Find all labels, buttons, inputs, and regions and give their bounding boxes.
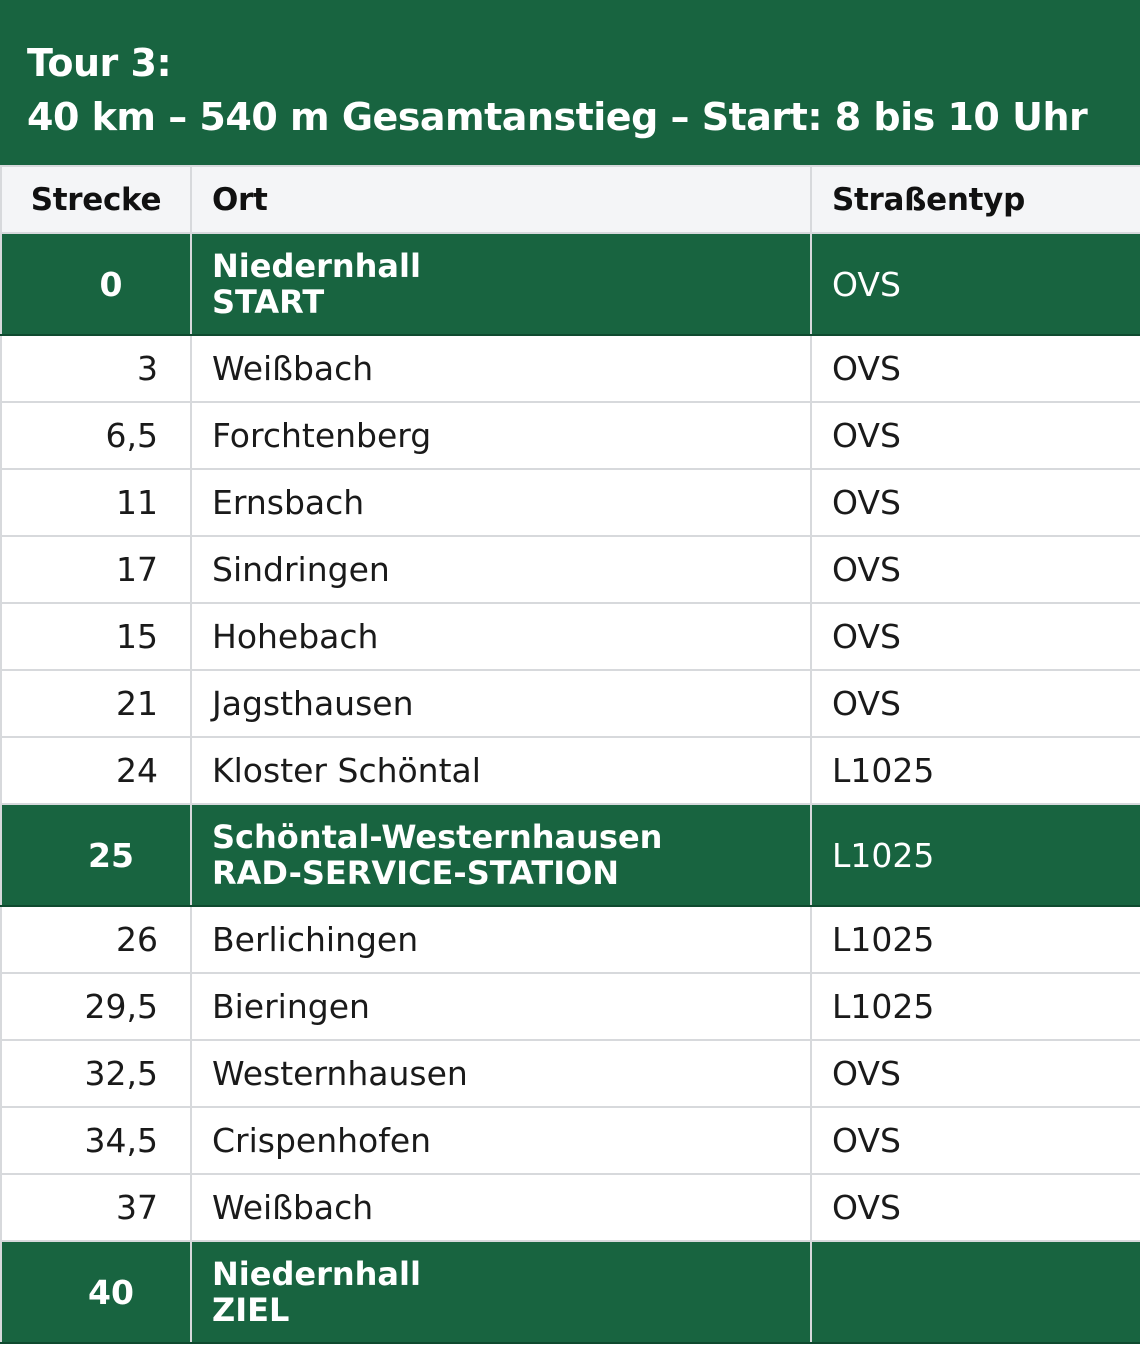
table-row-highlight: [1, 1241, 1140, 1343]
distance-cell: 6,5: [1, 402, 191, 469]
road-type-cell: OVS: [811, 1040, 1140, 1107]
distance-cell: 26: [1, 906, 191, 973]
place-cell: [191, 536, 811, 603]
table-header-row: [1, 166, 1140, 233]
place-cell: [191, 737, 811, 804]
distance-cell: 24: [1, 737, 191, 804]
place-name: Kloster Schöntal: [212, 751, 481, 790]
distance-cell: 17: [1, 536, 191, 603]
place-note: ZIEL: [212, 1291, 290, 1329]
distance-cell: 37: [1, 1174, 191, 1241]
distance-cell: 11: [1, 469, 191, 536]
place-cell: [191, 670, 811, 737]
place-cell: [191, 402, 811, 469]
road-type-cell: L1025: [811, 737, 1140, 804]
table-row-highlight: [1, 804, 1140, 906]
road-type-cell: OVS: [811, 1174, 1140, 1241]
road-type-cell: OVS: [811, 1107, 1140, 1174]
column-header-road-type: Straßentyp: [811, 166, 1140, 233]
column-header-place: Ort: [191, 166, 811, 233]
place-name: Jagsthausen: [212, 684, 414, 723]
road-type-cell: OVS: [811, 536, 1140, 603]
road-type-cell: OVS: [811, 603, 1140, 670]
place-name: Hohebach: [212, 617, 379, 656]
place-name: Berlichingen: [212, 920, 419, 959]
place-name: Sindringen: [212, 550, 390, 589]
table-row: [1, 670, 1140, 737]
road-type-cell: OVS: [811, 233, 1140, 335]
place-note: START: [212, 283, 325, 321]
road-type-cell: [811, 1241, 1140, 1343]
tour-summary: 40 km – 540 m Gesamtanstieg – Start: 8 bis 10 Uhr: [27, 95, 1088, 139]
distance-cell: 0: [1, 233, 191, 335]
table-row: [1, 737, 1140, 804]
distance-cell: 29,5: [1, 973, 191, 1040]
tour-header: [0, 0, 1140, 165]
place-cell: [191, 1241, 811, 1343]
place-name: Forchtenberg: [212, 416, 432, 455]
distance-cell: 25: [1, 804, 191, 906]
table-row: [1, 335, 1140, 402]
place-cell: [191, 804, 811, 906]
distance-cell: 15: [1, 603, 191, 670]
place-name: Niedernhall: [212, 247, 421, 285]
road-type-cell: OVS: [811, 335, 1140, 402]
place-name: Weißbach: [212, 349, 374, 388]
place-cell: [191, 469, 811, 536]
place-cell: [191, 973, 811, 1040]
road-type-cell: OVS: [811, 469, 1140, 536]
table-row: [1, 469, 1140, 536]
distance-cell: 3: [1, 335, 191, 402]
place-name: Crispenhofen: [212, 1121, 432, 1160]
road-type-cell: L1025: [811, 804, 1140, 906]
table-row: [1, 1040, 1140, 1107]
place-note: RAD-SERVICE-STATION: [212, 854, 620, 892]
place-name: Niedernhall: [212, 1255, 421, 1293]
place-cell: [191, 335, 811, 402]
place-cell: [191, 233, 811, 335]
place-cell: [191, 1107, 811, 1174]
column-header-distance: Strecke: [1, 166, 191, 233]
table-row-highlight: [1, 233, 1140, 335]
road-type-cell: OVS: [811, 402, 1140, 469]
distance-cell: 32,5: [1, 1040, 191, 1107]
table-row: [1, 536, 1140, 603]
distance-cell: 21: [1, 670, 191, 737]
road-type-cell: OVS: [811, 670, 1140, 737]
route-table-body: [1, 233, 1140, 1343]
road-type-cell: L1025: [811, 906, 1140, 973]
road-type-cell: L1025: [811, 973, 1140, 1040]
table-row: [1, 603, 1140, 670]
place-cell: [191, 906, 811, 973]
place-name: Schöntal-Westernhausen: [212, 818, 663, 856]
table-row: [1, 1107, 1140, 1174]
table-row: [1, 973, 1140, 1040]
place-cell: [191, 1174, 811, 1241]
place-cell: [191, 1040, 811, 1107]
table-row: [1, 402, 1140, 469]
table-row: [1, 906, 1140, 973]
distance-cell: 40: [1, 1241, 191, 1343]
place-name: Bieringen: [212, 987, 370, 1026]
place-name: Westernhausen: [212, 1054, 468, 1093]
distance-cell: 34,5: [1, 1107, 191, 1174]
place-cell: [191, 603, 811, 670]
table-row: [1, 1174, 1140, 1241]
place-name: Ernsbach: [212, 483, 365, 522]
route-table: [0, 165, 1140, 1344]
place-name: Weißbach: [212, 1188, 374, 1227]
tour-title: Tour 3:: [27, 41, 172, 85]
